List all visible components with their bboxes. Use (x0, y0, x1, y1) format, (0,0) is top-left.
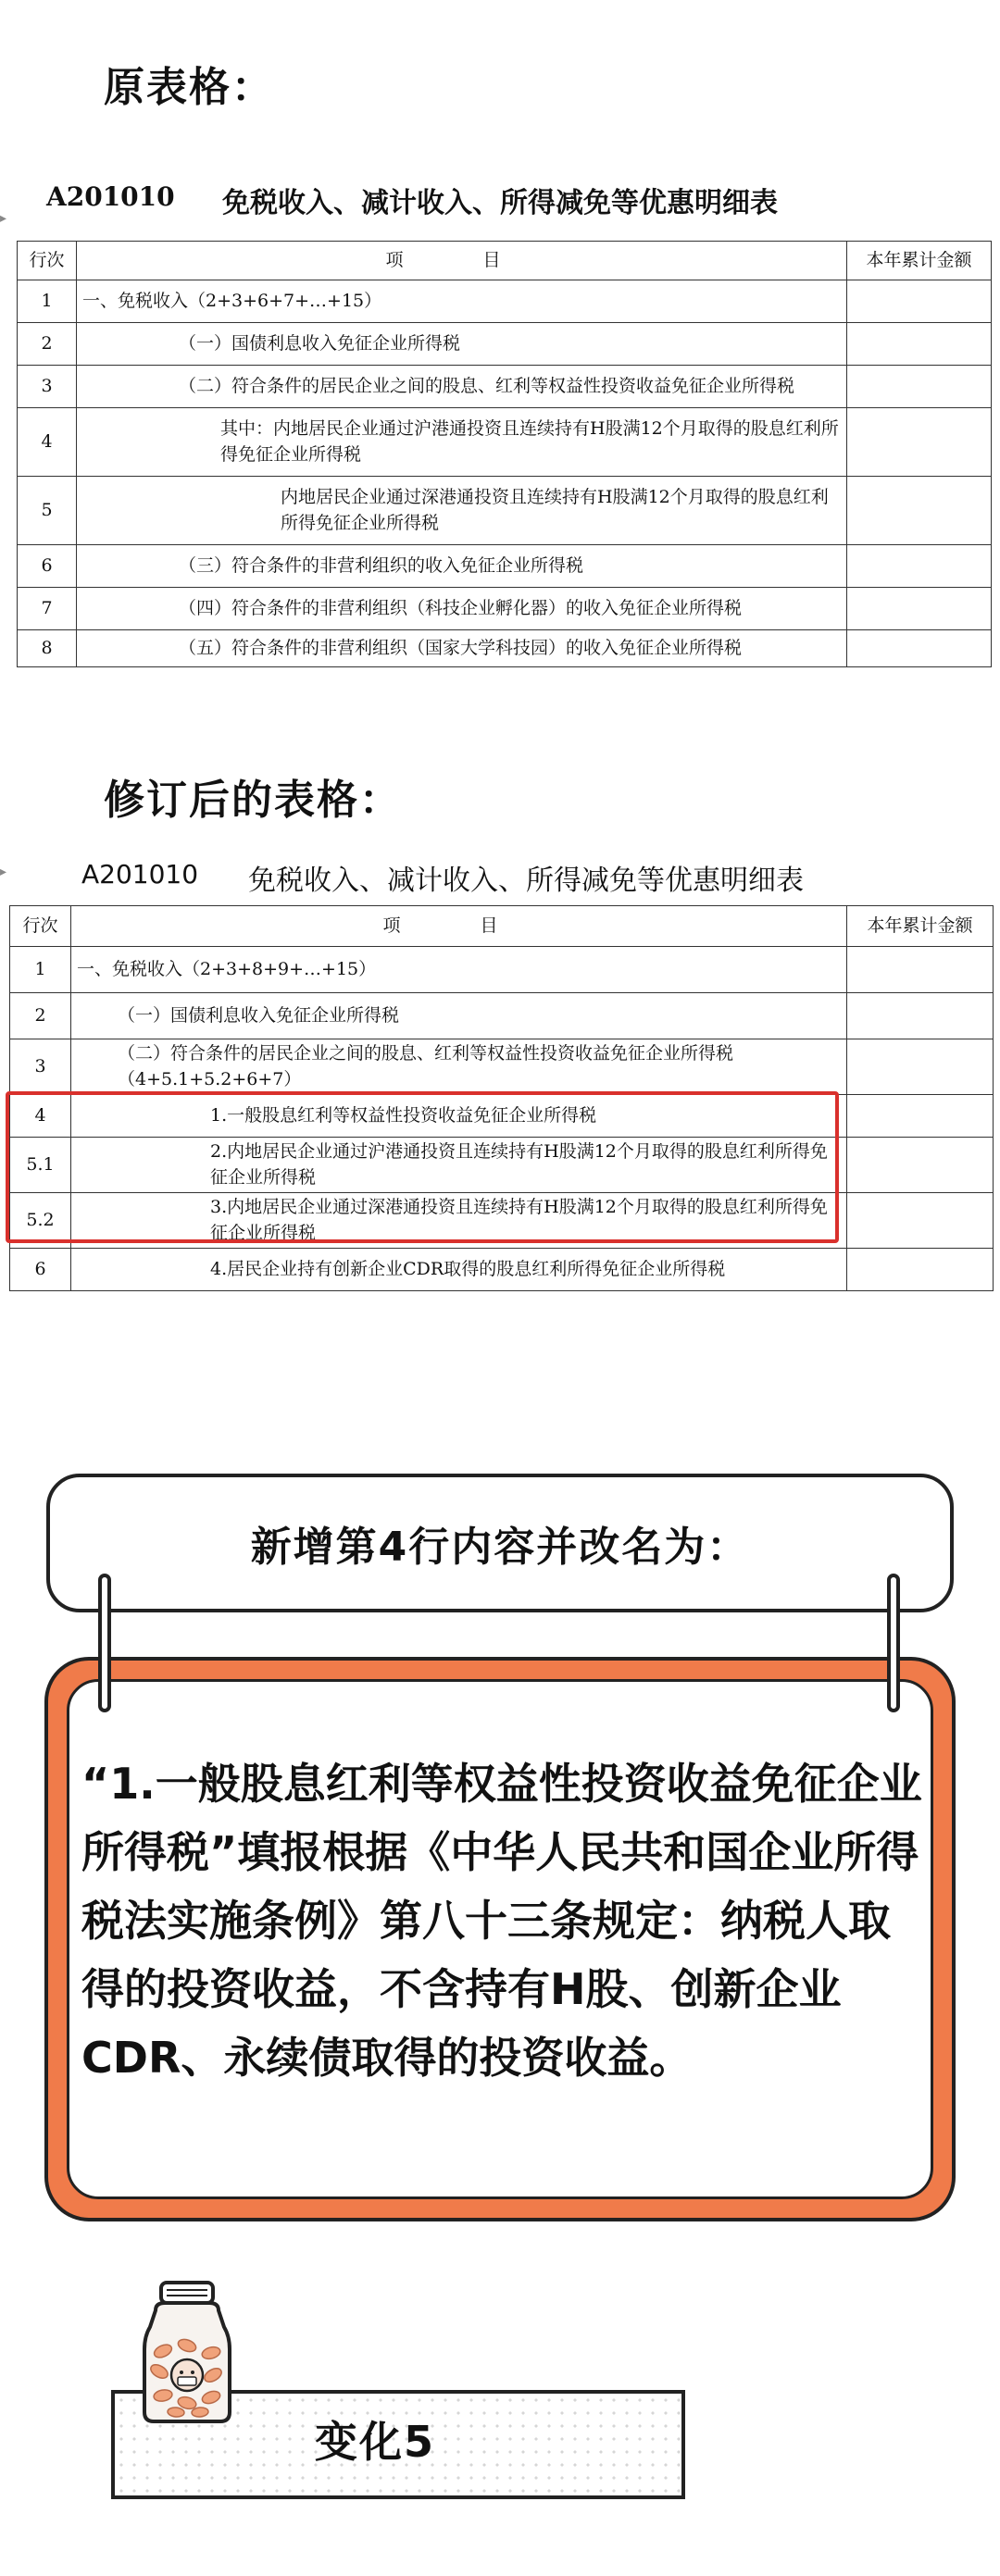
binder-ring-icon (98, 1574, 111, 1712)
original-form-name-wrap (222, 180, 778, 220)
row-item: 内地居民企业通过深港通投资且连续持有H股满12个月取得的股息红利所得免征企业所得税 (77, 477, 847, 545)
row-no: 3 (10, 1039, 71, 1095)
table-row (18, 477, 992, 545)
margin-mark: ▸ (0, 865, 7, 879)
original-table (17, 241, 992, 667)
row-no: 7 (18, 588, 77, 630)
row-item: 4.居民企业持有创新企业CDR取得的股息红利所得免征企业所得税 (71, 1249, 847, 1291)
table-header-row (10, 906, 994, 947)
form-code: A201010 (46, 181, 175, 212)
revised-section-title: 修订后的表格： (104, 777, 402, 824)
row-no: 2 (18, 323, 77, 366)
row-amount[interactable] (847, 630, 992, 667)
row-no: 2 (10, 993, 71, 1039)
row-no: 4 (18, 408, 77, 477)
row-item: （四）符合条件的非营利组织（科技企业孵化器）的收入免征企业所得税 (77, 588, 847, 630)
row-amount[interactable] (847, 1095, 994, 1138)
header-item: 项 目 (77, 242, 847, 280)
table-row (18, 588, 992, 630)
header-item: 项 目 (71, 906, 847, 947)
row-item: 其中：内地居民企业通过沪港通投资且连续持有H股满12个月取得的股息红利所得免征企业所得税 (77, 408, 847, 477)
header-amount: 本年累计金额 (847, 906, 994, 947)
row-item: （二）符合条件的居民企业之间的股息、红利等权益性投资收益免征企业所得税 (77, 366, 847, 408)
callout-body: “1.一般股息红利等权益性投资收益免征企业所得税”填报根据《中华人民共和国企业所得税法实施条例》第八十三条规定：纳税人取得的投资收益，不含持有H股、创新企业CDR、永续债取得的投资收益。 (81, 1759, 922, 2083)
row-item: 一、免税收入（2+3+8+9+…+15） (71, 947, 847, 993)
row-amount[interactable] (847, 408, 992, 477)
row-amount[interactable] (847, 323, 992, 366)
row-item: 3.内地居民企业通过深港通投资且连续持有H股满12个月取得的股息红利所得免征企业所得税 (71, 1193, 847, 1249)
header-amount: 本年累计金额 (847, 242, 992, 280)
row-item: 一、免税收入（2+3+6+7+…+15） (77, 280, 847, 323)
table-row (18, 280, 992, 323)
row-amount[interactable] (847, 1193, 994, 1249)
form-name: 免税收入、减计收入、所得减免等优惠明细表 (222, 187, 778, 219)
table-row (18, 366, 992, 408)
peanut-jar-icon (139, 2277, 235, 2427)
margin-mark: ▸ (0, 211, 7, 226)
table-row (10, 1039, 994, 1095)
row-item: 2.内地居民企业通过沪港通投资且连续持有H股满12个月取得的股息红利所得免征企业所得税 (71, 1138, 847, 1193)
row-item: （二）符合条件的居民企业之间的股息、红利等权益性投资收益免征企业所得税（4+5.1+5.2+6+7） (71, 1039, 847, 1095)
row-item: （一）国债利息收入免征企业所得税 (71, 993, 847, 1039)
table-row (18, 408, 992, 477)
table-row (18, 545, 992, 588)
row-amount[interactable] (847, 1039, 994, 1095)
row-no: 6 (18, 545, 77, 588)
row-item: （三）符合条件的非营利组织的收入免征企业所得税 (77, 545, 847, 588)
row-no: 1 (18, 280, 77, 323)
callout-heading-box (46, 1474, 954, 1612)
row-amount[interactable] (847, 1138, 994, 1193)
row-amount[interactable] (847, 993, 994, 1039)
row-amount[interactable] (847, 588, 992, 630)
header-row-no: 行次 (10, 906, 71, 947)
row-item: （五）符合条件的非营利组织（国家大学科技园）的收入免征企业所得税 (77, 630, 847, 667)
binder-ring-icon (887, 1574, 900, 1712)
revised-form-name-wrap (248, 857, 804, 898)
row-amount[interactable] (847, 366, 992, 408)
original-form-header (46, 181, 175, 212)
highlight-box (6, 1091, 839, 1243)
row-amount[interactable] (847, 477, 992, 545)
table-row (10, 1249, 994, 1291)
table-header-row (18, 242, 992, 280)
table-row (10, 993, 994, 1039)
row-amount[interactable] (847, 1249, 994, 1291)
row-no: 6 (10, 1249, 71, 1291)
form-name: 免税收入、减计收入、所得减免等优惠明细表 (248, 865, 804, 897)
header-row-no: 行次 (18, 242, 77, 280)
original-section-title: 原表格： (104, 64, 274, 111)
revised-form-header (81, 859, 198, 890)
table-row (18, 630, 992, 667)
row-amount[interactable] (847, 545, 992, 588)
row-no: 1 (10, 947, 71, 993)
row-no: 8 (18, 630, 77, 667)
row-no: 5 (18, 477, 77, 545)
row-amount[interactable] (847, 280, 992, 323)
row-amount[interactable] (847, 947, 994, 993)
form-code: A201010 (81, 859, 199, 890)
row-no: 3 (18, 366, 77, 408)
row-item: 1.一般股息红利等权益性投资收益免征企业所得税 (71, 1095, 847, 1138)
row-no: 4 (10, 1095, 71, 1138)
table-row (10, 947, 994, 993)
row-no: 5.1 (10, 1138, 71, 1193)
change-label: 变化5 (315, 2417, 436, 2467)
row-no: 5.2 (10, 1193, 71, 1249)
table-row (18, 323, 992, 366)
callout-heading: 新增第4行内容并改名为： (250, 1524, 750, 1571)
row-item: （一）国债利息收入免征企业所得税 (77, 323, 847, 366)
